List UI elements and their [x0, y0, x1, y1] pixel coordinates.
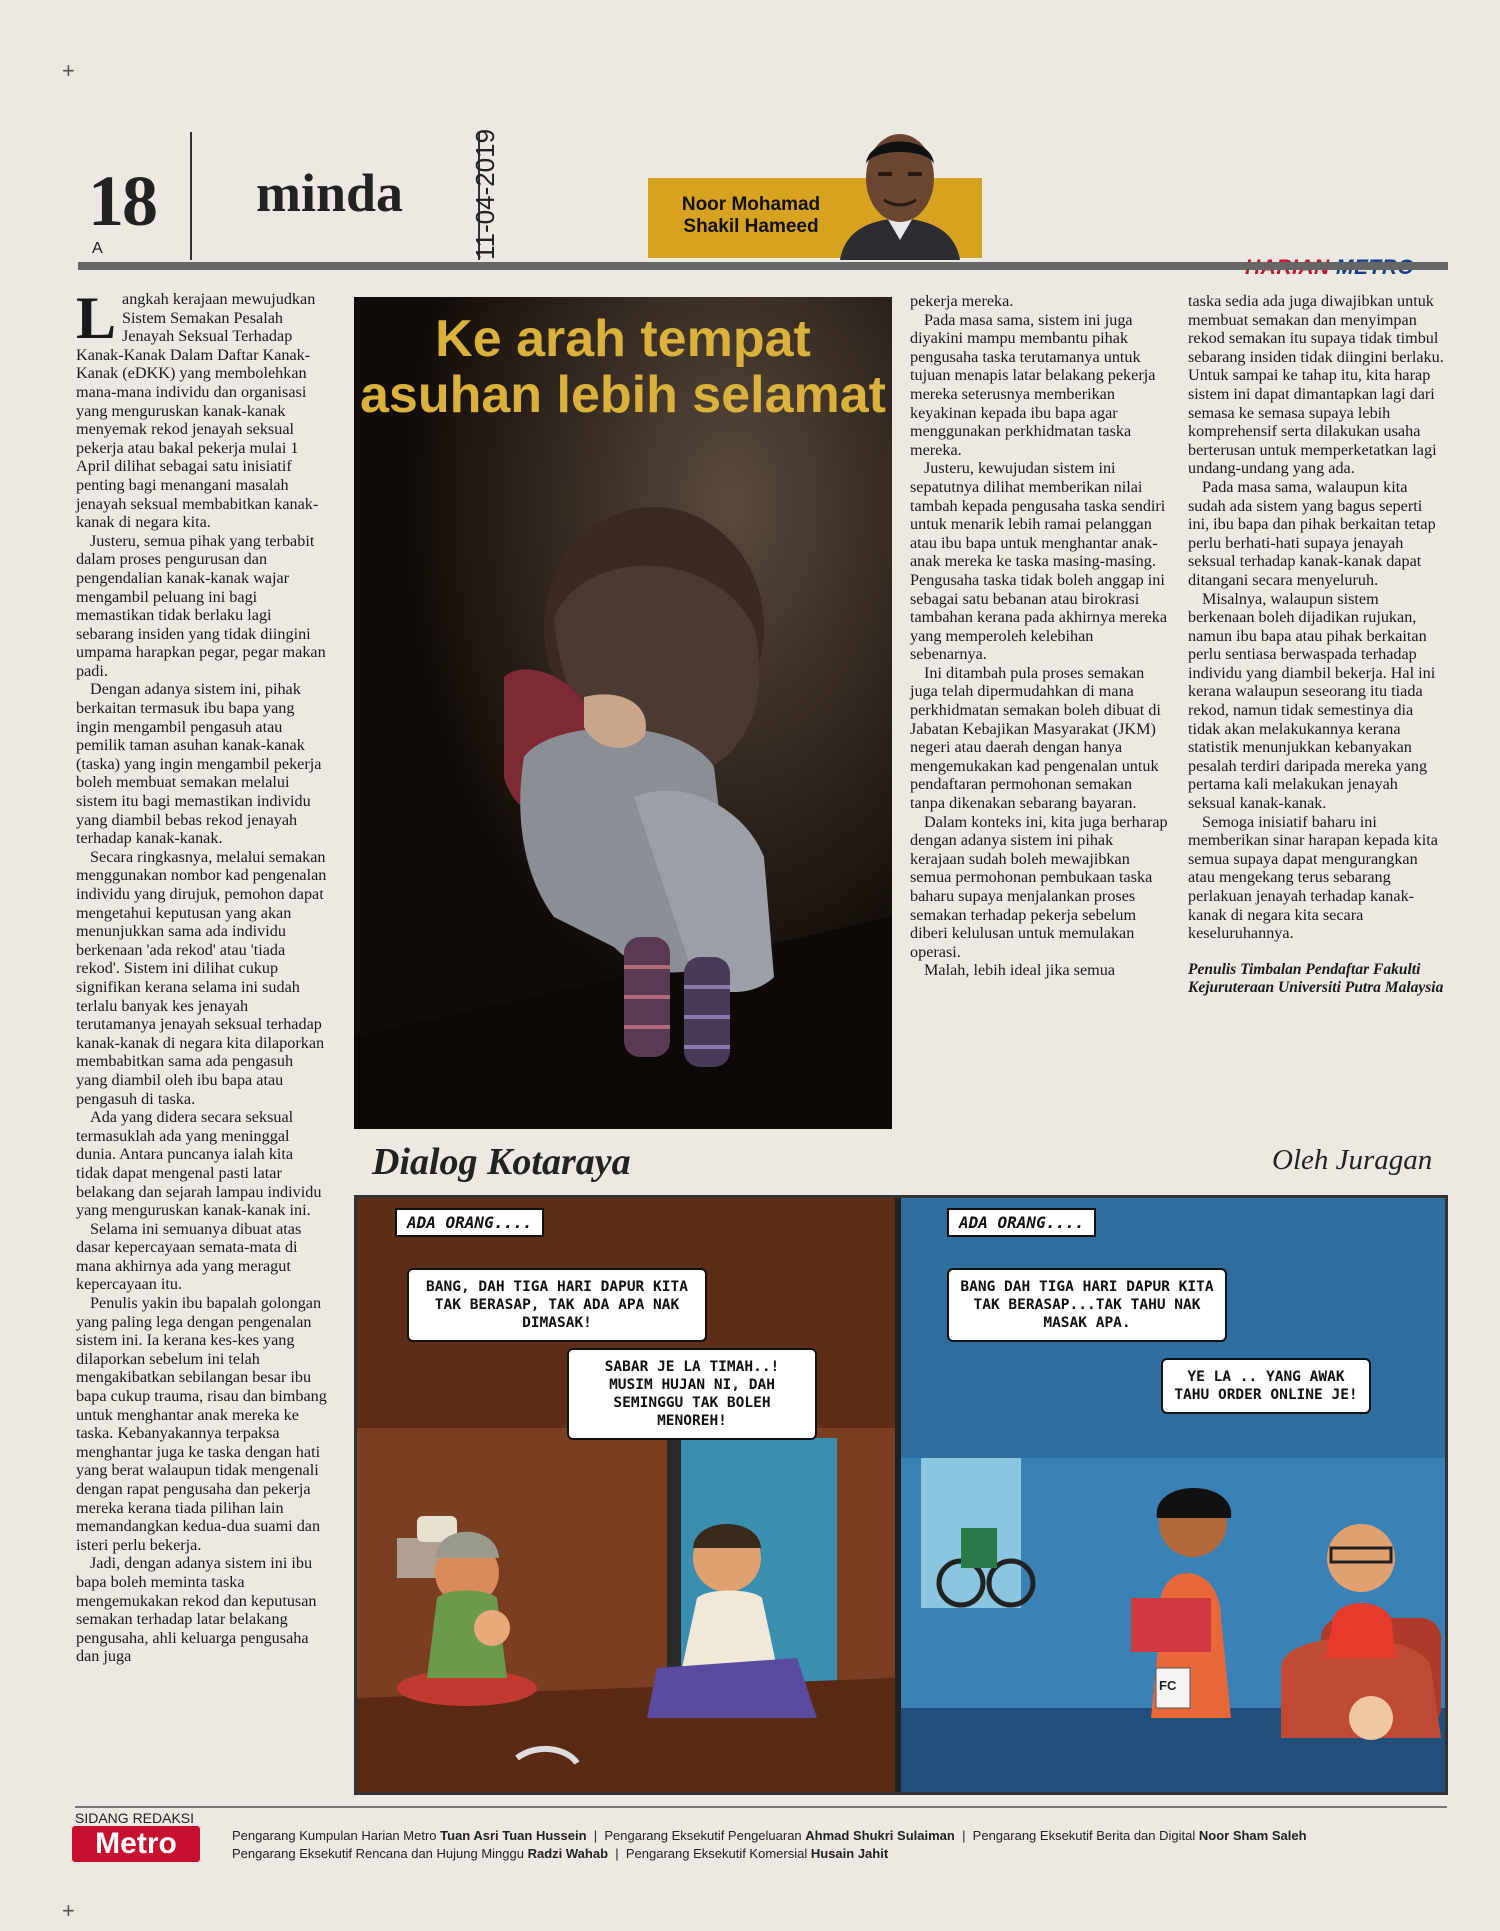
article-photo [354, 297, 892, 1129]
paragraph: Jadi, dengan adanya sistem ini ibu bapa boleh meminta taska mengemukakan rekod dan keputusan semakan terhadap latar belakang pengusaha, ahli keluarga pengusaha dan juga [76, 1554, 317, 1666]
metro-logo: Metro [72, 1826, 200, 1862]
editor-role: Pengarang Eksekutif Pengeluaran [604, 1828, 802, 1843]
paragraph: Malah, lebih ideal jika semua [924, 961, 1116, 980]
editor-role: Pengarang Eksekutif Komersial [625, 1846, 808, 1861]
header-divider [190, 132, 192, 260]
author-name: Noor Mohamad Shakil Hameed [681, 194, 821, 237]
paragraph: Dengan adanya sistem ini, pihak berkaitan termasuk ibu bapa yang ingin mengambil pengasuh atau pemilik taman asuhan kanak-kanak (taska) yang ingin mengambil pekerja boleh membuat semakan melalui sistem itu bagi memastikan individu yang diambil bebas rekod jenayah terhadap kanak-kanak. [76, 680, 322, 848]
section-title: minda [256, 163, 404, 223]
editor-role: Pengarang Eksekutif Rencana dan Hujung Minggu [232, 1846, 524, 1861]
speech-bubble: SABAR JE LA TIMAH..! MUSIM HUJAN NI, DAH SEMINGGU TAK BOLEH MENOREH! [567, 1348, 817, 1440]
footer-rule [75, 1806, 1447, 1808]
article-column-2 [910, 292, 1168, 980]
editorial-line-2: Pengarang Eksekutif Rencana dan Hujung Minggu Radzi Wahab | Pengarang Eksekutif Komersial Husain Jahit [232, 1846, 889, 1861]
author-credit: Penulis Timbalan Pendaftar Fakulti Kejuruteraan Universiti Putra Malaysia [1188, 960, 1444, 996]
editor-name: Noor Sham Saleh [1198, 1828, 1307, 1843]
paragraph: Justeru, kewujudan sistem ini sepatutnya dilihat memberikan nilai tambah kepada pengusaha taska sendiri untuk menarik lebih ramai pelanggan atau ibu bapa untuk menghantar anak-anak mereka ke taska masing-masing. Pengusaha taska tidak boleh anggap ini sebagai satu bebanan atau birokrasi tambahan kerana pada akhirnya mereka yang memperoleh kelebihan sebenarnya. [910, 459, 1168, 664]
paragraph: Pada masa sama, walaupun kita sudah ada sistem yang bagus seperti ini, ibu bapa dan pihak berkaitan tetap perlu berhati-hati supaya jenayah seksual terhadap kanak-kanak dapat ditangani secara menyeluruh. [1188, 477, 1436, 589]
comic-panel-1 [357, 1198, 895, 1792]
editor-name: Tuan Asri Tuan Hussein [440, 1828, 587, 1843]
paragraph: Dalam konteks ini, kita juga berharap dengan adanya sistem ini pihak kerajaan sudah boleh mewajibkan semua permohonan pembukaan taska baharu supaya menjalankan proses semakan terhadap pekerja sebelum diberi kelulusan untuk memulakan operasi. [910, 812, 1168, 961]
paragraph-text: angkah kerajaan mewujudkan Sistem Semakan Pesalah Jenayah Seksual Terhadap Kanak-Kanak Dalam Daftar Kanak-Kanak (eDKK) yang membolehkan mana-mana individu dan organisasi yang menguruskan kanak-kanak menyemak rekod jenayah seksual pekerja atau bakal pekerja mulai 1 April dilihat sebagai satu inisiatif penting bagi menangani masalah jenayah seksual membabitkan kanak-kanak di negara kita. [76, 290, 319, 532]
paragraph: Semoga inisiatif baharu ini memberikan sinar harapan kepada kita semua supaya dapat mengurangkan atau mengekang terus sebarang perlakuan jenayah terhadap kanak-kanak di negara kita secara keseluruhannya. [1188, 812, 1438, 943]
comic-strip [354, 1195, 1448, 1795]
editor-name: Ahmad Shukri Sulaiman [805, 1828, 955, 1843]
comic-panel-2 [901, 1198, 1445, 1792]
paragraph: pekerja mereka. [910, 292, 1014, 310]
paragraph: Misalnya, walaupun sistem berkenaan boleh dijadikan rujukan, namun ibu bapa atau pihak berkaitan perlu sentiasa berwaspada terhadap individu yang diambil bekerja. Hal ini kerana walaupun seseorang itu tiada rekod, namun tidak semestinya dia tidak akan melakukannya kerana statistik menunjukkan kebanyakan pesalah terdiri daripada mereka yang pertama kali melakukan jenayah seksual kanak-kanak. [1188, 589, 1436, 813]
article-column-3 [1188, 292, 1446, 997]
section-marker: A [92, 240, 103, 257]
speech-bubble: BANG, DAH TIGA HARI DAPUR KITA TAK BERASAP, TAK ADA APA NAK DIMASAK! [407, 1268, 707, 1342]
speech-bubble: BANG DAH TIGA HARI DAPUR KITA TAK BERASAP...TAK TAHU NAK MASAK APA. [947, 1268, 1227, 1342]
article-column-1 [76, 285, 328, 1666]
drop-cap: L [76, 285, 117, 351]
paragraph: Ada yang didera secara seksual termasuklah ada yang meninggal dunia. Antara puncanya ialah kita tidak dapat mengenal pasti latar belakang dan sejarah lampau individu yang menguruskan kanak-kanak ini. [76, 1108, 322, 1220]
paragraph: Secara ringkasnya, melalui semakan menggunakan nombor kad pengenalan individu yang dirujuk, pemohon dapat mengetahui keputusan yang akan menunjukkan sama ada individu berkenaan 'ada rekod' atau 'tiada rekod'. Sistem ini dilihat cukup signifikan kerana selama ini sudah terlalu banyak kes jenayah terutamanya jenayah seksual terhadap kanak-kanak di negara kita dilaporkan membabitkan sama ada pengasuh yang diambil oleh ibu bapa atau pengasuh di taska. [76, 847, 327, 1108]
paragraph: Selama ini semuanya dibuat atas dasar kepercayaan semata-mata di mana akhirnya ada yang meragut kepercayaan itu. [76, 1219, 302, 1294]
paragraph: taska sedia ada juga diwajibkan untuk membuat semakan dan menyimpan rekod semakan itu supaya tidak timbul sebarang insiden tidak diingini berlaku. Untuk sampai ke tahap itu, kita harap sistem ini dapat dimantapkan lagi dari semasa ke semasa supaya lebih komprehensif serta dilakukan usaha berterusan untuk memperketatkan lagi undang-undang yang ada. [1188, 292, 1444, 478]
footer-label: SIDANG REDAKSI [75, 1810, 195, 1826]
registration-mark: + [62, 1898, 75, 1923]
comic-caption: ADA ORANG.... [395, 1208, 544, 1237]
editor-name: Husain Jahit [810, 1846, 889, 1861]
page-number: 18 [88, 161, 156, 241]
comic-byline: Oleh Juragan [1272, 1144, 1433, 1176]
paragraph: Pada masa sama, sistem ini juga diyakini mampu membantu pihak pengusaha taska terutamanya untuk tujuan menapis latar belakang pekerja mereka seterusnya memberikan keyakinan kepada ibu bapa agar menggunakan perkhidmatan taska mereka. [910, 310, 1156, 459]
paragraph [76, 285, 328, 532]
speech-bubble: YE LA .. YANG AWAK TAHU ORDER ONLINE JE! [1161, 1358, 1371, 1414]
header-rule [78, 262, 1448, 270]
comic-caption: ADA ORANG.... [947, 1208, 1096, 1237]
comic-title: Dialog Kotaraya [372, 1141, 631, 1183]
paragraph: Penulis yakin ibu bapalah golongan yang paling lega dengan pengenalan sistem ini. Ia kerana kes-kes yang dilaporkan sebelum ini telah mengakibatkan sebilangan besar ibu bapa cukup trauma, risau dan bimbang untuk menghantar anak mereka ke taska. Kebanyakannya terpaksa menghantar juga ke taska dengan hati yang berat walaupun tidak mengenali dengan rapat pengusaha dan pekerja mereka kerana tiada pilihan lain memandangkan kedua-dua suami dan isteri perlu bekerja. [76, 1294, 327, 1554]
bag-label: FC [1159, 1678, 1177, 1693]
editor-name: Radzi Wahab [527, 1846, 609, 1861]
author-photo [820, 120, 980, 260]
registration-mark: + [62, 58, 75, 83]
paragraph: Ini ditambah pula proses semakan juga telah dipermudahkan di mana perkhidmatan semakan boleh dibuat di Jabatan Kebajikan Masyarakat (JKM) negeri atau daerah dengan hanya mengemukakan kad pengenalan untuk pendaftaran permohonan semakan tanpa dikenakan sebarang bayaran. [910, 663, 1161, 813]
editor-role: Pengarang Eksekutif Berita dan Digital [972, 1828, 1196, 1843]
issue-date: 11-04-2019 [470, 128, 500, 260]
editorial-line-1: Pengarang Kumpulan Harian Metro Tuan Asri Tuan Hussein | Pengarang Eksekutif Pengeluaran Ahmad Shukri Sulaiman | Pengarang Eksekutif Berita dan Digital Noor Sham Saleh [232, 1828, 1307, 1843]
article-headline: Ke arah tempat asuhan lebih selamat [360, 310, 886, 424]
paragraph: Justeru, semua pihak yang terbabit dalam proses pengurusan dan pengendalian kanak-kanak wajar mengambil peluang ini bagi memastikan tidak berlaku lagi sebarang insiden yang tidak diingini umpama harapkan pegar, pegar makan padi. [76, 531, 326, 680]
editor-role: Pengarang Kumpulan Harian Metro [232, 1828, 437, 1843]
